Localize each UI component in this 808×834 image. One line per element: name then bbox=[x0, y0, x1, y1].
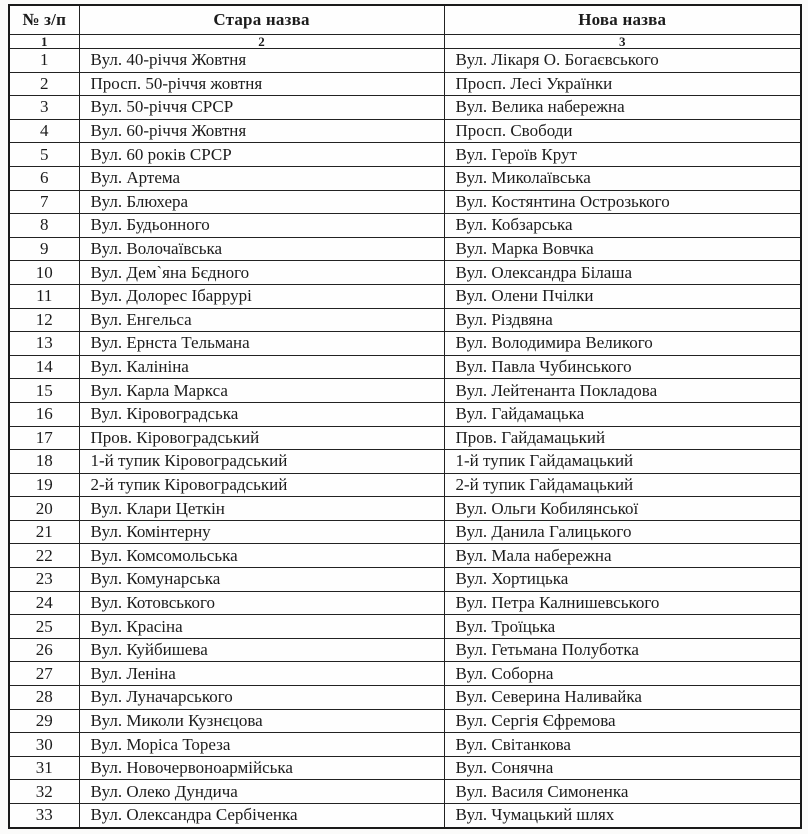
column-number-1: 1 bbox=[9, 35, 79, 49]
table-row bbox=[9, 591, 801, 615]
row-number-cell: 30 bbox=[9, 733, 79, 757]
table-row bbox=[9, 780, 801, 804]
new-name-cell: Просп. Лесі Українки bbox=[444, 72, 801, 96]
table-row bbox=[9, 733, 801, 757]
row-number-cell: 23 bbox=[9, 568, 79, 592]
new-name-cell: Вул. Ольги Кобилянської bbox=[444, 497, 801, 521]
row-number-cell: 27 bbox=[9, 662, 79, 686]
old-name-cell: Вул. Калініна bbox=[79, 355, 444, 379]
new-name-cell: Вул. Данила Галицького bbox=[444, 520, 801, 544]
new-name-cell: Вул. Костянтина Острозького bbox=[444, 190, 801, 214]
row-number-cell: 12 bbox=[9, 308, 79, 332]
old-name-cell: Вул. Долорес Ібаррурі bbox=[79, 284, 444, 308]
table-row bbox=[9, 72, 801, 96]
header-row-number: № з/п bbox=[9, 5, 79, 35]
table-row bbox=[9, 119, 801, 143]
row-number-cell: 29 bbox=[9, 709, 79, 733]
old-name-cell: Вул. Олександра Сербіченка bbox=[79, 804, 444, 828]
table-row bbox=[9, 355, 801, 379]
table-row bbox=[9, 473, 801, 497]
row-number-cell: 33 bbox=[9, 804, 79, 828]
old-name-cell: Вул. Карла Маркса bbox=[79, 379, 444, 403]
street-rename-table bbox=[8, 4, 802, 829]
old-name-cell: Вул. Будьонного bbox=[79, 214, 444, 238]
old-name-cell: Вул. Леніна bbox=[79, 662, 444, 686]
row-number-cell: 31 bbox=[9, 756, 79, 780]
row-number-cell: 16 bbox=[9, 402, 79, 426]
table-row bbox=[9, 426, 801, 450]
table-row bbox=[9, 756, 801, 780]
old-name-cell: Вул. Куйбишева bbox=[79, 638, 444, 662]
table-row bbox=[9, 544, 801, 568]
column-numbering-row bbox=[9, 35, 801, 49]
new-name-cell: Вул. Різдвяна bbox=[444, 308, 801, 332]
table-row bbox=[9, 214, 801, 238]
new-name-cell: Вул. Лейтенанта Покладова bbox=[444, 379, 801, 403]
row-number-cell: 9 bbox=[9, 237, 79, 261]
old-name-cell: Пров. Кіровоградський bbox=[79, 426, 444, 450]
new-name-cell: Просп. Свободи bbox=[444, 119, 801, 143]
new-name-cell: Вул. Гетьмана Полуботка bbox=[444, 638, 801, 662]
new-name-cell: Вул. Кобзарська bbox=[444, 214, 801, 238]
table-row bbox=[9, 568, 801, 592]
new-name-cell: Вул. Чумацький шлях bbox=[444, 804, 801, 828]
new-name-cell: Вул. Сонячна bbox=[444, 756, 801, 780]
row-number-cell: 26 bbox=[9, 638, 79, 662]
new-name-cell: Вул. Миколаївська bbox=[444, 166, 801, 190]
table-row bbox=[9, 638, 801, 662]
new-name-cell: Вул. Троїцька bbox=[444, 615, 801, 639]
new-name-cell: Вул. Сергія Єфремова bbox=[444, 709, 801, 733]
row-number-cell: 19 bbox=[9, 473, 79, 497]
row-number-cell: 25 bbox=[9, 615, 79, 639]
row-number-cell: 8 bbox=[9, 214, 79, 238]
table-row bbox=[9, 497, 801, 521]
row-number-cell: 1 bbox=[9, 49, 79, 73]
table-row bbox=[9, 520, 801, 544]
table-row bbox=[9, 662, 801, 686]
table-row bbox=[9, 49, 801, 73]
new-name-cell: Вул. Мала набережна bbox=[444, 544, 801, 568]
old-name-cell: Вул. 40-річчя Жовтня bbox=[79, 49, 444, 73]
row-number-cell: 14 bbox=[9, 355, 79, 379]
old-name-cell: Вул. Комінтерну bbox=[79, 520, 444, 544]
new-name-cell: Вул. Велика набережна bbox=[444, 96, 801, 120]
old-name-cell: Вул. Волочаївська bbox=[79, 237, 444, 261]
old-name-cell: Вул. Дем`яна Бєдного bbox=[79, 261, 444, 285]
table-row bbox=[9, 686, 801, 710]
old-name-cell: Вул. Моріса Тореза bbox=[79, 733, 444, 757]
table-row bbox=[9, 284, 801, 308]
old-name-cell: Вул. Енгельса bbox=[79, 308, 444, 332]
row-number-cell: 13 bbox=[9, 332, 79, 356]
old-name-cell: Вул. Луначарського bbox=[79, 686, 444, 710]
new-name-cell: Вул. Северина Наливайка bbox=[444, 686, 801, 710]
column-number-3: 3 bbox=[444, 35, 801, 49]
old-name-cell: Вул. Комсомольська bbox=[79, 544, 444, 568]
new-name-cell: 1-й тупик Гайдамацький bbox=[444, 450, 801, 474]
old-name-cell: Вул. Красіна bbox=[79, 615, 444, 639]
old-name-cell: 1-й тупик Кіровоградський bbox=[79, 450, 444, 474]
row-number-cell: 20 bbox=[9, 497, 79, 521]
column-number-2: 2 bbox=[79, 35, 444, 49]
new-name-cell: Вул. Соборна bbox=[444, 662, 801, 686]
old-name-cell: Просп. 50-річчя жовтня bbox=[79, 72, 444, 96]
new-name-cell: Вул. Гайдамацька bbox=[444, 402, 801, 426]
row-number-cell: 15 bbox=[9, 379, 79, 403]
row-number-cell: 21 bbox=[9, 520, 79, 544]
old-name-cell: Вул. Ернста Тельмана bbox=[79, 332, 444, 356]
table-row bbox=[9, 143, 801, 167]
row-number-cell: 4 bbox=[9, 119, 79, 143]
row-number-cell: 10 bbox=[9, 261, 79, 285]
old-name-cell: Вул. Клари Цеткін bbox=[79, 497, 444, 521]
table-row bbox=[9, 615, 801, 639]
row-number-cell: 7 bbox=[9, 190, 79, 214]
new-name-cell: Пров. Гайдамацький bbox=[444, 426, 801, 450]
new-name-cell: Вул. Марка Вовчка bbox=[444, 237, 801, 261]
old-name-cell: Вул. 60 років СРСР bbox=[79, 143, 444, 167]
new-name-cell: Вул. Хортицька bbox=[444, 568, 801, 592]
row-number-cell: 28 bbox=[9, 686, 79, 710]
old-name-cell: Вул. Артема bbox=[79, 166, 444, 190]
row-number-cell: 5 bbox=[9, 143, 79, 167]
row-number-cell: 2 bbox=[9, 72, 79, 96]
table-row bbox=[9, 308, 801, 332]
row-number-cell: 18 bbox=[9, 450, 79, 474]
old-name-cell: Вул. Кіровоградська bbox=[79, 402, 444, 426]
old-name-cell: Вул. Олеко Дундича bbox=[79, 780, 444, 804]
table-row bbox=[9, 709, 801, 733]
row-number-cell: 32 bbox=[9, 780, 79, 804]
header-old-name: Стара назва bbox=[79, 5, 444, 35]
new-name-cell: 2-й тупик Гайдамацький bbox=[444, 473, 801, 497]
new-name-cell: Вул. Петра Калнишевського bbox=[444, 591, 801, 615]
new-name-cell: Вул. Павла Чубинського bbox=[444, 355, 801, 379]
table-row bbox=[9, 166, 801, 190]
table-row bbox=[9, 261, 801, 285]
old-name-cell: Вул. Блюхера bbox=[79, 190, 444, 214]
old-name-cell: Вул. Миколи Кузнєцова bbox=[79, 709, 444, 733]
new-name-cell: Вул. Василя Симоненка bbox=[444, 780, 801, 804]
new-name-cell: Вул. Лікаря О. Богаєвського bbox=[444, 49, 801, 73]
new-name-cell: Вул. Героїв Крут bbox=[444, 143, 801, 167]
row-number-cell: 6 bbox=[9, 166, 79, 190]
table-row bbox=[9, 379, 801, 403]
old-name-cell: Вул. 60-річчя Жовтня bbox=[79, 119, 444, 143]
table-header-row bbox=[9, 5, 801, 35]
old-name-cell: Вул. Новочервоноармійська bbox=[79, 756, 444, 780]
old-name-cell: Вул. Котовського bbox=[79, 591, 444, 615]
table-row bbox=[9, 332, 801, 356]
row-number-cell: 11 bbox=[9, 284, 79, 308]
row-number-cell: 24 bbox=[9, 591, 79, 615]
new-name-cell: Вул. Світанкова bbox=[444, 733, 801, 757]
table-row bbox=[9, 804, 801, 828]
old-name-cell: Вул. 50-річчя СРСР bbox=[79, 96, 444, 120]
old-name-cell: Вул. Комунарська bbox=[79, 568, 444, 592]
row-number-cell: 17 bbox=[9, 426, 79, 450]
new-name-cell: Вул. Олександра Білаша bbox=[444, 261, 801, 285]
row-number-cell: 3 bbox=[9, 96, 79, 120]
table-row bbox=[9, 237, 801, 261]
old-name-cell: 2-й тупик Кіровоградський bbox=[79, 473, 444, 497]
table-row bbox=[9, 402, 801, 426]
new-name-cell: Вул. Володимира Великого bbox=[444, 332, 801, 356]
table-row bbox=[9, 450, 801, 474]
table-row bbox=[9, 96, 801, 120]
table-row bbox=[9, 190, 801, 214]
table-body bbox=[9, 49, 801, 828]
row-number-cell: 22 bbox=[9, 544, 79, 568]
header-new-name: Нова назва bbox=[444, 5, 801, 35]
new-name-cell: Вул. Олени Пчілки bbox=[444, 284, 801, 308]
